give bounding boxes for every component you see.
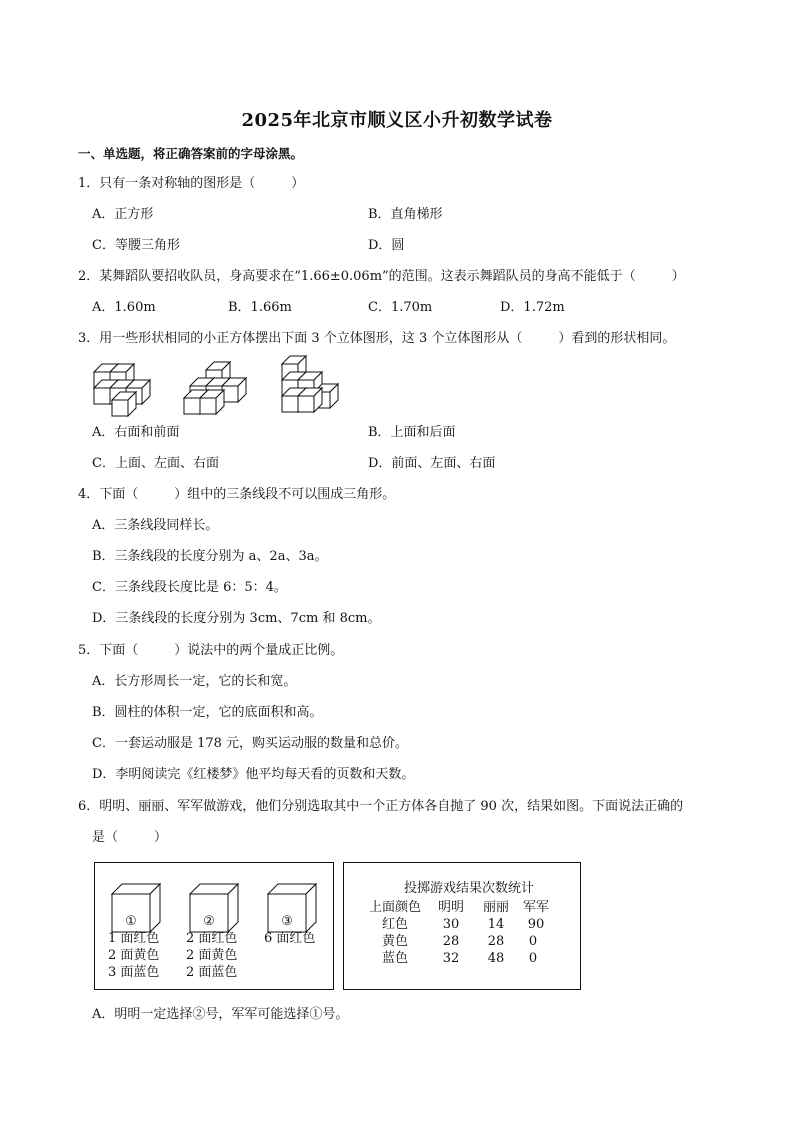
q5-option-a[interactable]: A．长方形周长一定，它的长和宽。	[92, 674, 297, 689]
q3-stem-text: 3．用一些形状相同的小正方体摆出下面 3 个立体图形，这 3 个立体图形从（	[78, 331, 523, 346]
q3-figure-2	[184, 362, 246, 414]
q3-stem-end: ）看到的形状相同。	[558, 331, 676, 346]
cube-1-mark: ①	[125, 914, 137, 929]
q3-cube-figures	[88, 352, 388, 422]
q3-option-b[interactable]: B．上面和后面	[368, 425, 456, 440]
q6-stem-text: 是（	[92, 830, 119, 845]
q2-option-b[interactable]: B．1.66m	[228, 300, 292, 315]
table-header-lili: 丽丽	[482, 900, 510, 915]
cube-1-line-2: 2 面黄色	[108, 948, 160, 963]
q4-option-c[interactable]: C．三条线段长度比是 6：5：4。	[92, 580, 287, 595]
q3-figure-1	[94, 364, 150, 416]
q3-option-c[interactable]: C．上面、左面、右面	[92, 456, 219, 471]
q4-option-b[interactable]: B．三条线段的长度分别为 a、2a、3a。	[92, 549, 328, 564]
question-1-stem	[78, 175, 304, 193]
table-row-3-color: 蓝色	[381, 951, 409, 966]
cube-description-figure	[94, 862, 334, 990]
q2-stem-end: ）	[671, 269, 685, 284]
q2-option-a[interactable]: A．1.60m	[92, 300, 156, 315]
q3-option-d[interactable]: D．前面、左面、右面	[368, 456, 496, 471]
page-title: 2025年北京市顺义区小升初数学试卷	[241, 110, 553, 131]
q4-stem-text: 4．下面（	[78, 487, 139, 502]
q1-option-a[interactable]: A．正方形	[92, 207, 154, 222]
q2-option-d[interactable]: D．1.72m	[500, 300, 565, 315]
table-row-3-lili: 48	[487, 951, 505, 966]
cube-2-line-1: 2 面红色	[186, 931, 238, 946]
q3-figure-3	[282, 356, 338, 412]
table-row-2-color: 黄色	[381, 934, 409, 949]
question-6-stem-line-2	[92, 829, 167, 847]
q6-stem-end: ）	[154, 830, 168, 845]
q5-option-c[interactable]: C．一套运动服是 178 元，购买运动服的数量和总价。	[92, 736, 409, 751]
cube-2-mark: ②	[203, 914, 215, 929]
table-header-mingming: 明明	[437, 900, 465, 915]
cube-3-mark: ③	[281, 914, 293, 929]
q1-stem-end: ）	[291, 176, 305, 191]
q1-option-d[interactable]: D．圆	[368, 238, 405, 253]
q5-option-d[interactable]: D．李明阅读完《红楼梦》他平均每天看的页数和天数。	[92, 767, 415, 782]
q4-option-a[interactable]: A．三条线段同样长。	[92, 518, 219, 533]
q2-stem-text: 2．某舞蹈队要招收队员，身高要求在“1.66±0.06m”的范围。这表示舞蹈队员的身高不能低于（	[78, 269, 636, 284]
cube-2-line-2: 2 面黄色	[186, 948, 238, 963]
q5-option-b[interactable]: B．圆柱的体积一定，它的底面积和高。	[92, 705, 323, 720]
result-table	[343, 862, 581, 990]
table-row-1-mingming: 30	[442, 917, 460, 932]
q1-option-c[interactable]: C．等腰三角形	[92, 238, 180, 253]
cube-3-line-1: 6 面红色	[264, 931, 316, 946]
q1-stem-text: 1．只有一条对称轴的图形是（	[78, 176, 256, 191]
question-6-stem-line-1: 6．明明、丽丽、军军做游戏，他们分别选取其中一个正方体各自抛了 90 次，结果如图。下面说法正确的	[78, 799, 684, 814]
q6-option-a[interactable]: A．明明一定选择②号，军军可能选择①号。	[92, 1007, 349, 1022]
cube-2-line-3: 2 面蓝色	[186, 965, 238, 980]
q4-option-d[interactable]: D．三条线段的长度分别为 3cm、7cm 和 8cm。	[92, 611, 381, 626]
q3-option-a[interactable]: A．右面和前面	[92, 425, 180, 440]
q2-option-c[interactable]: C．1.70m	[368, 300, 433, 315]
cube-1-line-1: 1 面红色	[108, 931, 160, 946]
table-header-color: 上面颜色	[368, 900, 422, 915]
table-row-1-color: 红色	[381, 917, 409, 932]
q1-option-b[interactable]: B．直角梯形	[368, 207, 443, 222]
question-5-stem	[78, 642, 343, 660]
table-row-2-mingming: 28	[442, 934, 460, 949]
table-row-1-junjun: 90	[527, 917, 545, 932]
table-title: 投掷游戏结果次数统计	[403, 881, 535, 896]
question-4-stem	[78, 486, 395, 504]
q5-stem-text: 5．下面（	[78, 643, 139, 658]
table-row-2-lili: 28	[487, 934, 505, 949]
table-row-2-junjun: 0	[528, 934, 538, 949]
cube-1-line-3: 3 面蓝色	[108, 965, 160, 980]
question-3-stem	[78, 330, 675, 348]
q4-stem-end: ）组中的三条线段不可以围成三角形。	[174, 487, 396, 502]
table-header-junjun: 军军	[522, 900, 550, 915]
table-row-3-junjun: 0	[528, 951, 538, 966]
q5-stem-end: ）说法中的两个量成正比例。	[174, 643, 344, 658]
table-row-3-mingming: 32	[442, 951, 460, 966]
table-row-1-lili: 14	[487, 917, 505, 932]
section-heading: 一、单选题，将正确答案前的字母涂黑。	[78, 146, 304, 161]
question-2-stem	[78, 268, 685, 286]
